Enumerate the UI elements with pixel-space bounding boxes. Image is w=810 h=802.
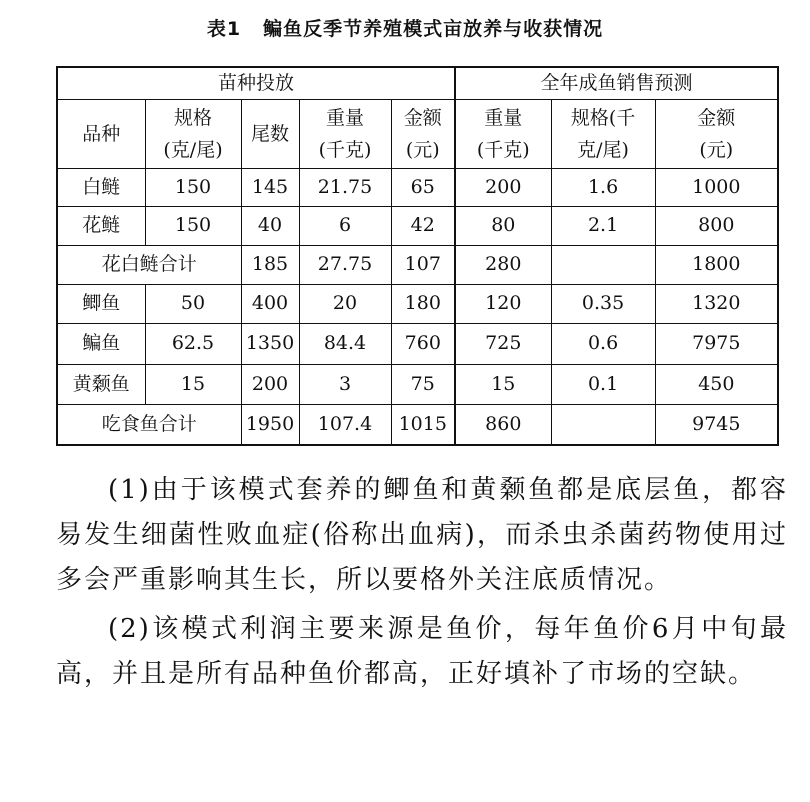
table-cell: 0.6 (551, 324, 655, 364)
table-cell (551, 404, 655, 445)
table-cell: 0.35 (551, 284, 655, 323)
table-cell: 6 (299, 206, 391, 245)
table-cell: 150 (145, 169, 241, 206)
table-row (57, 206, 778, 245)
table-cell: 760 (391, 324, 455, 364)
table-row (57, 284, 778, 323)
table-cell: 62.5 (145, 324, 241, 364)
table-cell: 2.1 (551, 206, 655, 245)
table-cell: 65 (391, 169, 455, 206)
table-caption (0, 14, 810, 41)
table-number: 表1 (206, 18, 242, 40)
column-header-row (57, 100, 778, 169)
column-header-3: 重量 (千克) (299, 100, 391, 169)
table-cell: 1.6 (551, 169, 655, 206)
table-cell: 280 (455, 246, 551, 284)
row-label: 吃食鱼合计 (57, 404, 241, 445)
table-cell: 725 (455, 324, 551, 364)
column-header-0: 品种 (57, 100, 145, 169)
table-cell: 15 (145, 364, 241, 404)
table-row (57, 324, 778, 364)
table-cell: 107.4 (299, 404, 391, 445)
table-cell: 1015 (391, 404, 455, 445)
row-label: 鳊鱼 (57, 324, 145, 364)
table-cell: 50 (145, 284, 241, 323)
group-header-forecast: 全年成鱼销售预测 (455, 67, 778, 100)
column-header-4: 金额 (元) (391, 100, 455, 169)
table-cell: 40 (241, 206, 299, 245)
table-cell: 3 (299, 364, 391, 404)
table-row (57, 246, 778, 284)
table-cell (551, 246, 655, 284)
table-row (57, 364, 778, 404)
table-cell: 800 (655, 206, 778, 245)
table-cell: 42 (391, 206, 455, 245)
table-cell: 1320 (655, 284, 778, 323)
table-title: 鳊鱼反季节养殖模式亩放养与收获情况 (263, 18, 604, 40)
table-row (57, 404, 778, 445)
table-cell: 9745 (655, 404, 778, 445)
table-cell: 15 (455, 364, 551, 404)
table-cell: 1800 (655, 246, 778, 284)
paragraph-1: (1)由于该模式套养的鲫鱼和黄颡鱼都是底层鱼，都容易发生细菌性败血症(俗称出血病)，而杀虫杀菌药物使用过多会严重影响其生长，所以要格外关注底质情况。 (56, 475, 788, 595)
table-cell: 80 (455, 206, 551, 245)
table-cell: 7975 (655, 324, 778, 364)
table-cell: 120 (455, 284, 551, 323)
group-header-row (57, 67, 778, 100)
column-header-6: 规格(千 克/尾) (551, 100, 655, 169)
table-cell: 84.4 (299, 324, 391, 364)
row-label: 白鲢 (57, 169, 145, 206)
column-header-2: 尾数 (241, 100, 299, 169)
table-cell: 1350 (241, 324, 299, 364)
table-cell: 1950 (241, 404, 299, 445)
table-cell: 75 (391, 364, 455, 404)
table-cell: 27.75 (299, 246, 391, 284)
table-cell: 200 (455, 169, 551, 206)
table-cell: 145 (241, 169, 299, 206)
row-label: 花鲢 (57, 206, 145, 245)
table-cell: 450 (655, 364, 778, 404)
table-cell: 0.1 (551, 364, 655, 404)
body-text (56, 468, 788, 701)
stocking-harvest-table (56, 66, 779, 446)
table-cell: 200 (241, 364, 299, 404)
row-label: 鲫鱼 (57, 284, 145, 323)
table-cell: 180 (391, 284, 455, 323)
table-cell: 185 (241, 246, 299, 284)
table-cell: 21.75 (299, 169, 391, 206)
group-header-stocking: 苗种投放 (57, 67, 455, 100)
table-cell: 860 (455, 404, 551, 445)
table-cell: 1000 (655, 169, 778, 206)
column-header-5: 重量 (千克) (455, 100, 551, 169)
table-cell: 107 (391, 246, 455, 284)
table-cell: 20 (299, 284, 391, 323)
column-header-7: 金额 (元) (655, 100, 778, 169)
table-row (57, 169, 778, 206)
column-header-1: 规格 (克/尾) (145, 100, 241, 169)
paragraph-2: (2)该模式利润主要来源是鱼价，每年鱼价6月中旬最高，并且是所有品种鱼价都高，正好填补了市场的空缺。 (56, 614, 788, 689)
row-label: 花白鲢合计 (57, 246, 241, 284)
row-label: 黄颡鱼 (57, 364, 145, 404)
table-cell: 150 (145, 206, 241, 245)
table-cell: 400 (241, 284, 299, 323)
